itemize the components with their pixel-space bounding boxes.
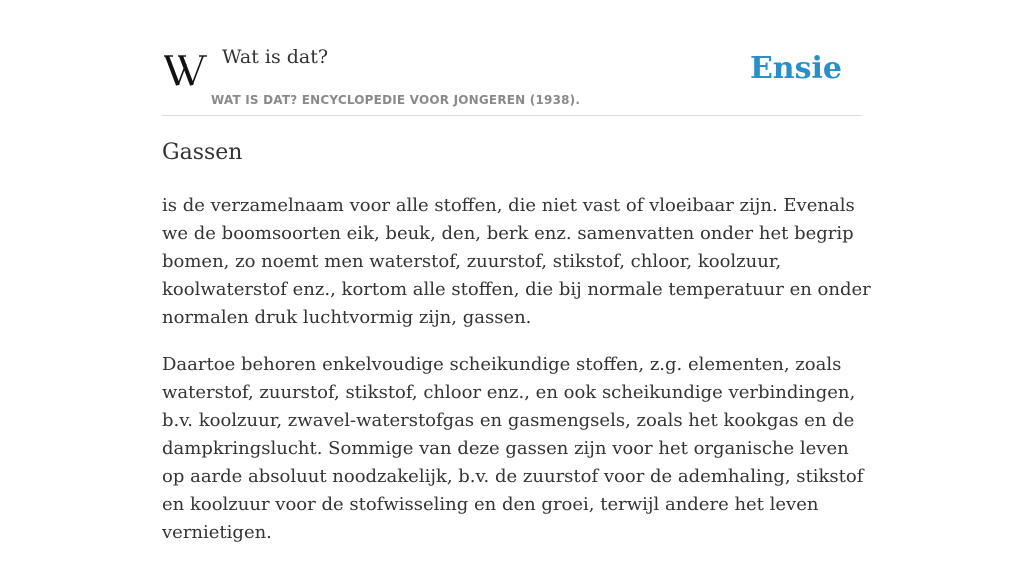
entry-paragraph: Daartoe behoren enkelvoudige scheikundige stoffen, z.g. elementen, zoals waterstof, zuurstof, stikstof, chloor enz., en ook scheikundige verbindingen, b.v. koolzuur, zwavel-waterstofgas en gasmengsels, zoals het kookgas en de dampkringslucht. Sommige van deze gassen zijn voor het organische leven op aarde absoluut noodzakelijk, b.v. de zuurstof voor de ademhaling, stikstof en koolzuur voor de stofwisseling en den groei, terwijl andere het leven vernietigen. <box>162 354 864 543</box>
book-title[interactable]: Wat is dat? <box>222 46 329 68</box>
entry-title: Gassen <box>162 140 243 165</box>
entry-content <box>162 192 872 566</box>
book-subtitle: WAT IS DAT? ENCYCLOPEDIE VOOR JONGEREN (1938). <box>211 93 581 107</box>
ensie-brand-logo[interactable]: Ensie <box>749 51 842 86</box>
entry-paragraph: is de verzamelnaam voor alle stoffen, die niet vast of vloeibaar zijn. Evenals we de boomsoorten eik, beuk, den, berk enz. samenvatten onder het begrip bomen, zo noemt men waterstof, zuurstof, stikstof, chloor, koolzuur, koolwaterstof enz., kortom alle stoffen, die bij normale temperatuur en onder normalen druk luchtvormig zijn, gassen. <box>162 195 871 328</box>
book-header <box>162 40 862 116</box>
wikipedia-w-logo-icon[interactable] <box>164 50 208 90</box>
